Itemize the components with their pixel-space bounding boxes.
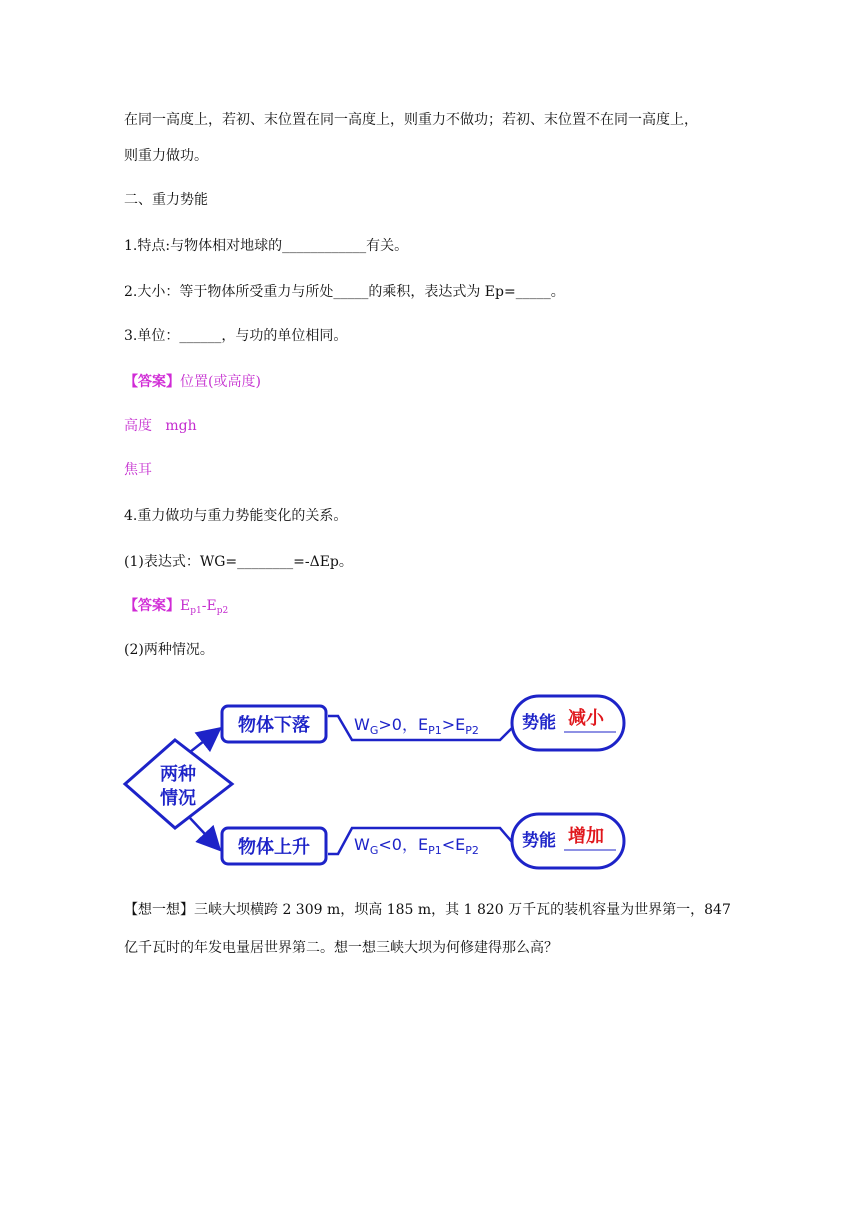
answer-1-line	[124, 372, 261, 392]
bottom-result-value: 增加	[568, 826, 604, 847]
item-4-1: (1)表达式：WG=________=-ΔEp。	[124, 554, 353, 570]
answer-4-line	[124, 596, 228, 621]
answer-4: $E_{p1}-E_{p2}$	[180, 598, 229, 616]
top-result-value: 减小	[568, 708, 604, 729]
paragraph-line-2: 则重力做功。	[124, 148, 208, 164]
paragraph-line-1: 在同一高度上，若初、末位置在同一高度上，则重力不做功；若初、末位置不在同一高度上，	[124, 112, 698, 128]
answer-2: 高度 mgh	[124, 418, 197, 434]
item-4: 4.重力做功与重力势能变化的关系。	[124, 508, 348, 524]
answer-label: 【答案】	[124, 374, 180, 390]
top-condition: $W_G>0$，$E_{P1}>E_{P2}$	[354, 715, 479, 737]
item-4-2: (2)两种情况。	[124, 642, 214, 658]
arrow-up	[190, 730, 218, 752]
item-1: 1.特点:与物体相对地球的____________有关。	[124, 238, 409, 254]
arrow-down	[190, 818, 218, 848]
answer-1: 位置(或高度)	[180, 374, 261, 390]
top-box-label: 物体下落	[238, 715, 310, 736]
answer-3: 焦耳	[124, 462, 152, 478]
center-label-2: 情况	[160, 788, 196, 809]
bottom-result-label: 势能	[522, 831, 556, 851]
item-3: 3.单位：______，与功的单位相同。	[124, 328, 348, 344]
section-heading: 二、重力势能	[124, 192, 208, 208]
two-cases-diagram	[120, 690, 640, 880]
center-label-1: 两种	[160, 764, 196, 785]
bottom-condition: $W_G<0$，$E_{P1}<E_{P2}$	[354, 835, 479, 857]
item-2: 2.大小：等于物体所受重力与所处_____的乘积，表达式为 Ep=_____。	[124, 284, 565, 300]
top-result-label: 势能	[522, 713, 556, 733]
think-line-1: 【想一想】三峡大坝横跨 2 309 m，坝高 185 m，其 1 820 万千瓦的装机容量为世界第一，847	[124, 902, 731, 918]
bottom-box-label: 物体上升	[238, 837, 310, 858]
think-line-2: 亿千瓦时的年发电量居世界第二。想一想三峡大坝为何修建得那么高？	[124, 940, 558, 956]
answer-label-2: 【答案】	[124, 598, 180, 614]
